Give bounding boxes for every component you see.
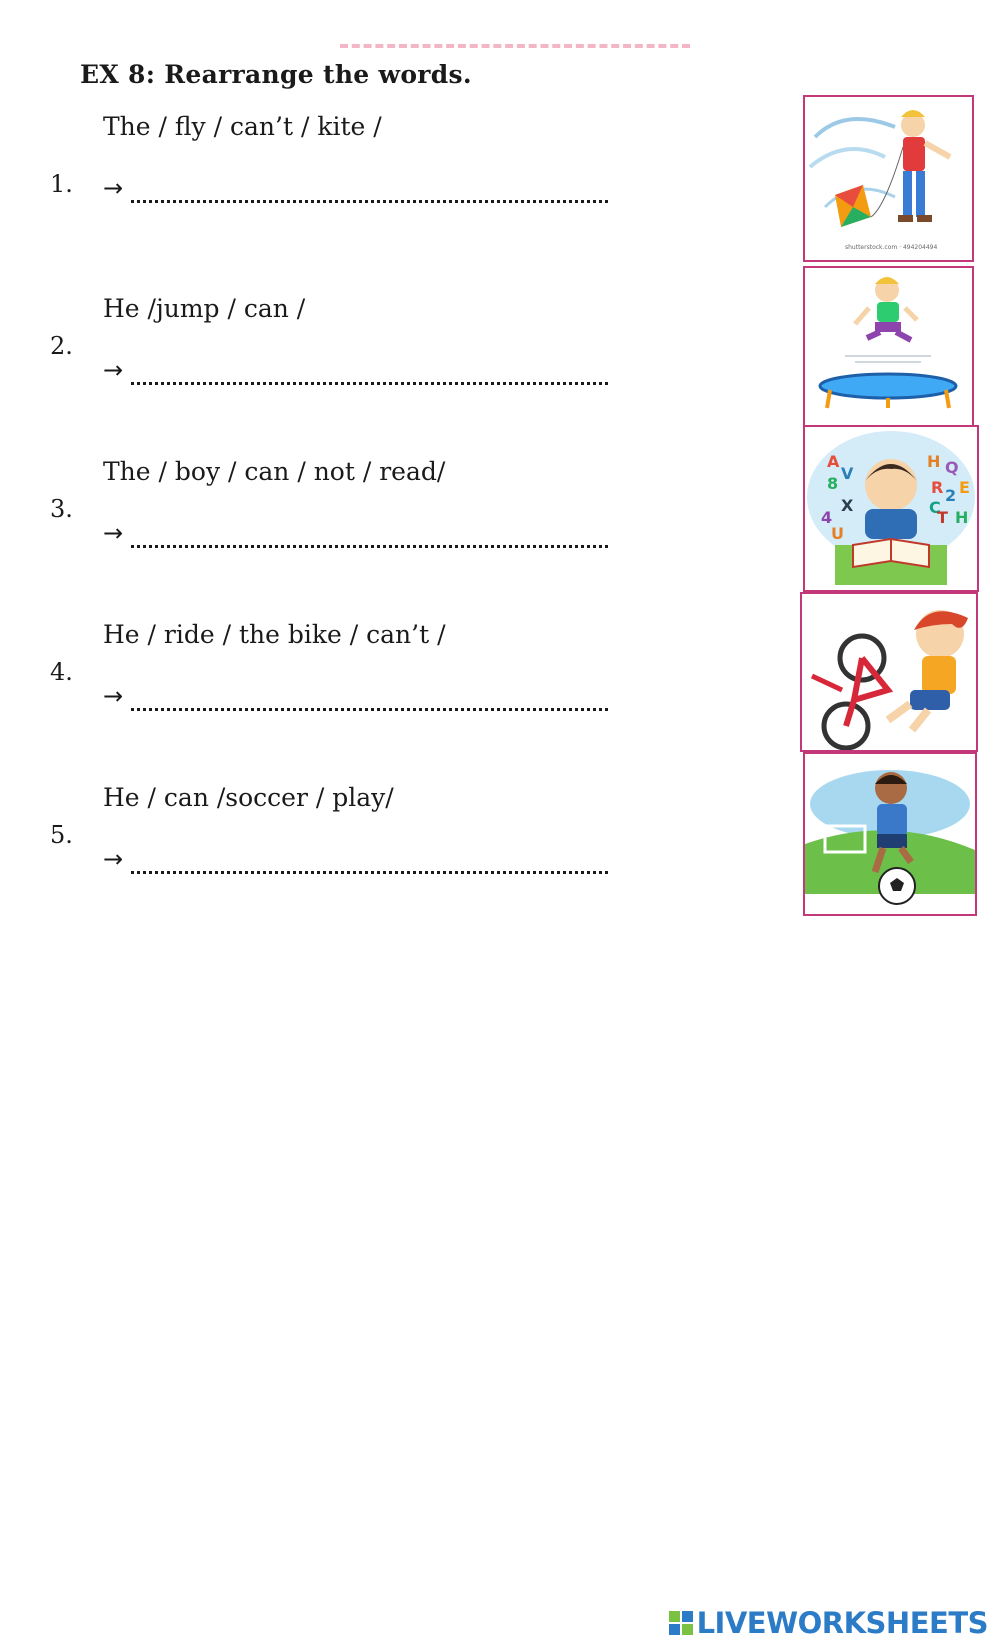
floating-letter: U xyxy=(831,524,844,543)
answer-dotted-line[interactable] xyxy=(131,704,608,711)
question-number: 2. xyxy=(50,332,73,360)
scrambled-words: He / can /soccer / play/ xyxy=(103,783,394,812)
floating-letter: Q xyxy=(945,458,959,477)
scrambled-words: He /jump / can / xyxy=(103,294,306,323)
floating-letter: 4 xyxy=(821,508,833,527)
answer-dotted-line[interactable] xyxy=(131,378,608,385)
arrow-icon: → xyxy=(103,682,124,710)
floating-letter: H xyxy=(927,452,941,471)
answer-field[interactable] xyxy=(103,356,608,390)
floating-letter: V xyxy=(841,464,854,483)
question-number: 3. xyxy=(50,495,73,523)
boy-flying-kite-picture xyxy=(803,95,974,262)
boy-playing-soccer-picture xyxy=(803,752,977,916)
answer-field[interactable] xyxy=(103,682,608,716)
arrow-icon: → xyxy=(103,519,124,547)
answer-field[interactable] xyxy=(103,845,608,879)
liveworksheets-logo-icon xyxy=(669,1611,693,1635)
question-1 xyxy=(0,112,780,272)
scrambled-words: The / fly / can’t / kite / xyxy=(103,112,382,141)
boy-jumping-trampoline-picture xyxy=(803,266,974,427)
answer-dotted-line[interactable] xyxy=(131,541,608,548)
answer-field[interactable] xyxy=(103,174,608,208)
question-2 xyxy=(0,294,780,454)
arrow-icon: → xyxy=(103,356,124,384)
floating-letter: 8 xyxy=(827,474,839,493)
question-number: 5. xyxy=(50,821,73,849)
question-number: 1. xyxy=(50,170,73,198)
header-decoration xyxy=(340,38,690,48)
arrow-icon: → xyxy=(103,174,124,202)
floating-letter: T xyxy=(937,508,948,527)
liveworksheets-footer[interactable] xyxy=(669,1603,988,1643)
question-number: 4. xyxy=(50,658,73,686)
floating-letter: A xyxy=(827,452,840,471)
brand-name: LIVEWORKSHEETS xyxy=(696,1606,988,1640)
floating-letter: R xyxy=(931,478,944,497)
floating-letter: X xyxy=(841,496,854,515)
picture-caption: shutterstock.com · 494204494 xyxy=(845,244,938,251)
answer-field[interactable] xyxy=(103,519,608,553)
floating-letter: C xyxy=(929,498,941,517)
scrambled-words: The / boy / can / not / read/ xyxy=(103,457,446,486)
question-3 xyxy=(0,457,780,617)
answer-dotted-line[interactable] xyxy=(131,867,608,874)
boy-cannot-read-picture xyxy=(803,425,979,592)
boy-fell-off-bike-picture xyxy=(800,592,978,752)
exercise-title: EX 8: Rearrange the words. xyxy=(80,60,472,89)
question-4 xyxy=(0,620,780,780)
question-5 xyxy=(0,783,780,943)
answer-dotted-line[interactable] xyxy=(131,196,608,203)
arrow-icon: → xyxy=(103,845,124,873)
floating-letter: E xyxy=(959,478,970,497)
scrambled-words: He / ride / the bike / can’t / xyxy=(103,620,446,649)
floating-letter: 2 xyxy=(945,486,957,505)
floating-letter: H xyxy=(955,508,969,527)
